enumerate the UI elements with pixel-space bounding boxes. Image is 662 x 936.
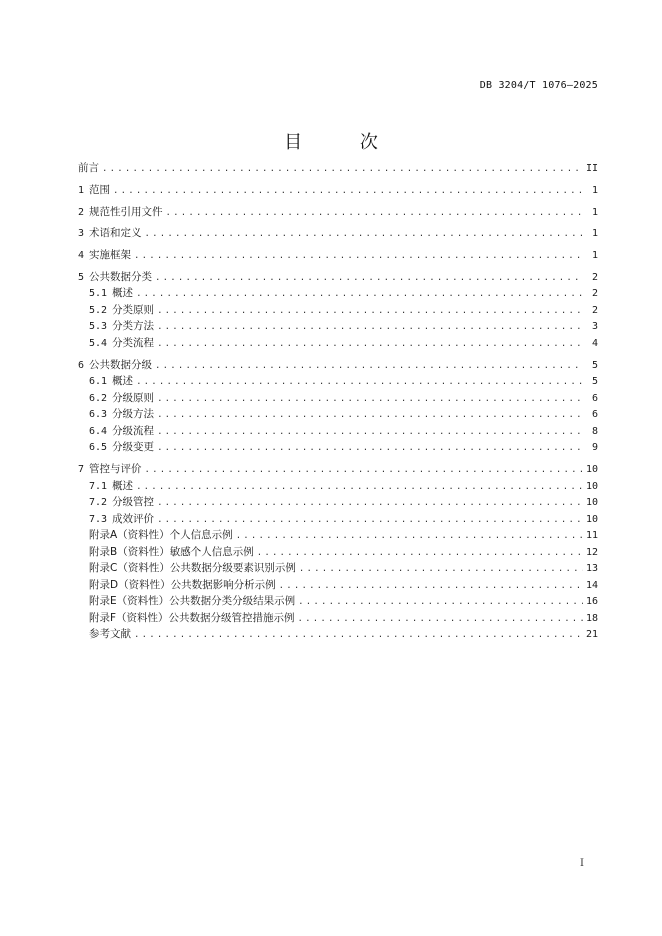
toc-entry-page: 1 [591,206,598,218]
toc-dot-leader [157,440,583,457]
toc-entry[interactable] [78,423,598,440]
toc-dot-leader [136,286,583,303]
toc-entry[interactable] [78,390,598,407]
toc-entry-number: 4 [78,250,85,262]
toc-dot-leader [113,183,583,200]
toc-entry[interactable] [78,335,598,352]
toc-entry[interactable] [78,439,598,456]
toc-entry-page: 1 [591,228,598,240]
toc-entry[interactable] [78,511,598,528]
toc-dot-leader [279,578,583,595]
toc-entry-page: 18 [585,612,598,624]
toc-dot-leader [157,336,583,353]
toc-entry[interactable] [78,544,598,561]
toc-entry-page: 2 [591,288,598,300]
toc-entry[interactable] [78,593,598,610]
toc-entry-title: 成效评价 [112,512,155,525]
toc-dot-leader [236,528,583,545]
toc-dot-leader [136,479,583,496]
toc-entry-number: 3 [78,228,85,240]
toc-entry[interactable] [78,357,598,374]
toc-entry[interactable] [78,577,598,594]
toc-entry[interactable] [78,318,598,335]
toc-entry-title: 附录D（资料性）公共数据影响分析示例 [89,578,276,591]
toc-entry[interactable] [78,269,598,286]
toc-dot-leader [166,205,583,222]
toc-entry-title: 分级变更 [112,441,155,454]
toc-dot-leader [102,161,583,178]
toc-entry[interactable] [78,225,598,242]
toc-entry[interactable] [78,610,598,627]
toc-dot-leader [257,545,583,562]
toc-entry-page: 5 [591,376,598,388]
toc-entry-number: 5.4 [89,337,108,349]
toc-entry-title: 规范性引用文件 [89,205,163,218]
toc-entry-number: 7.1 [89,480,108,492]
toc-entry-number: 1 [78,184,85,196]
toc-entry-number: 6.4 [89,425,108,437]
toc-entry-page: 6 [591,409,598,421]
toc-dot-leader [145,226,583,243]
toc-entry-number: 2 [78,206,85,218]
toc-dot-leader [157,319,583,336]
toc-entry-number: 7.3 [89,513,108,525]
toc-entry-title: 参考文献 [89,628,131,641]
toc-entry-title: 管控与评价 [89,463,142,476]
table-of-contents [78,160,598,643]
toc-dot-leader [145,462,583,479]
toc-entry-title: 分级流程 [112,424,155,437]
toc-entry-title: 分级方法 [112,408,155,421]
toc-entry-number: 7 [78,464,85,476]
toc-entry-number: 5 [78,271,85,283]
toc-entry-page: 10 [585,513,598,525]
toc-dot-leader [157,424,583,441]
toc-entry-title: 分类原则 [112,303,155,316]
toc-entry-title: 概述 [112,479,134,492]
toc-entry-page: 16 [585,596,598,608]
toc-entry-number: 6.1 [89,376,108,388]
toc-entry-number: 6 [78,359,85,371]
toc-entry-page: 5 [591,359,598,371]
toc-entry-title: 概述 [112,287,134,300]
toc-entry-page: 12 [585,546,598,558]
toc-entry[interactable] [78,204,598,221]
toc-entry[interactable] [78,406,598,423]
toc-entry-number: 7.2 [89,497,108,509]
toc-entry-page: 10 [585,464,598,476]
toc-entry-title: 附录A（资料性）个人信息示例 [89,529,233,542]
toc-entry[interactable] [78,494,598,511]
toc-entry-title: 范围 [89,183,111,196]
toc-entry[interactable] [78,626,598,643]
toc-entry-page: 8 [591,425,598,437]
page-number: I [580,858,584,869]
toc-dot-leader [134,627,583,644]
toc-entry-page: II [585,163,598,174]
toc-dot-leader [136,374,583,391]
toc-entry-title: 前言 [78,162,99,174]
toc-entry-page: 10 [585,480,598,492]
toc-dot-leader [299,561,583,578]
toc-entry-title: 术语和定义 [89,227,142,240]
toc-entry[interactable] [78,478,598,495]
toc-entry[interactable] [78,160,598,177]
toc-dot-leader [157,407,583,424]
toc-entry-number: 5.1 [89,288,108,300]
toc-dot-leader [157,495,583,512]
toc-entry-page: 14 [585,579,598,591]
toc-entry-number: 6.3 [89,409,108,421]
page-title: 目 次 [284,132,404,153]
toc-entry[interactable] [78,247,598,264]
toc-dot-leader [157,391,583,408]
toc-entry-page: 11 [585,530,598,542]
toc-entry-title: 分类流程 [112,336,155,349]
toc-entry-title: 实施框架 [89,249,132,262]
toc-entry-number: 6.2 [89,392,108,404]
toc-entry-page: 10 [585,497,598,509]
toc-entry-page: 13 [585,563,598,575]
toc-entry[interactable] [78,560,598,577]
toc-entry[interactable] [78,285,598,302]
toc-entry[interactable] [78,461,598,478]
toc-entry-title: 概述 [112,375,134,388]
toc-entry-title: 分级原则 [112,391,155,404]
toc-entry-page: 3 [591,321,598,333]
toc-dot-leader [134,248,583,265]
toc-entry-number: 6.5 [89,442,108,454]
toc-entry-title: 附录B（资料性）敏感个人信息示例 [89,545,254,558]
toc-entry-page: 4 [591,337,598,349]
toc-entry-page: 2 [591,271,598,283]
toc-entry[interactable] [78,302,598,319]
toc-entry-title: 附录C（资料性）公共数据分级要素识别示例 [89,562,296,575]
toc-entry-page: 9 [591,442,598,454]
toc-entry-page: 21 [585,629,598,641]
toc-entry-page: 1 [591,250,598,262]
document-id: DB 3204/T 1076—2025 [479,80,598,91]
toc-dot-leader [298,611,583,628]
toc-entry-number: 5.3 [89,321,108,333]
toc-entry-page: 1 [591,184,598,196]
toc-entry-title: 公共数据分类 [89,270,153,283]
toc-entry-page: 6 [591,392,598,404]
toc-entry[interactable] [78,373,598,390]
toc-dot-leader [155,270,583,287]
toc-dot-leader [298,594,583,611]
toc-dot-leader [155,358,583,375]
toc-entry-number: 5.2 [89,304,108,316]
toc-dot-leader [157,512,583,529]
toc-entry-title: 附录F（资料性）公共数据分级管控措施示例 [89,611,295,624]
toc-entry-page: 2 [591,304,598,316]
toc-entry[interactable] [78,182,598,199]
toc-entry[interactable] [78,527,598,544]
toc-entry-title: 公共数据分级 [89,358,153,371]
toc-entry-title: 附录E（资料性）公共数据分类分级结果示例 [89,595,296,608]
toc-dot-leader [157,303,583,320]
toc-entry-title: 分级管控 [112,496,155,509]
toc-entry-title: 分类方法 [112,320,155,333]
